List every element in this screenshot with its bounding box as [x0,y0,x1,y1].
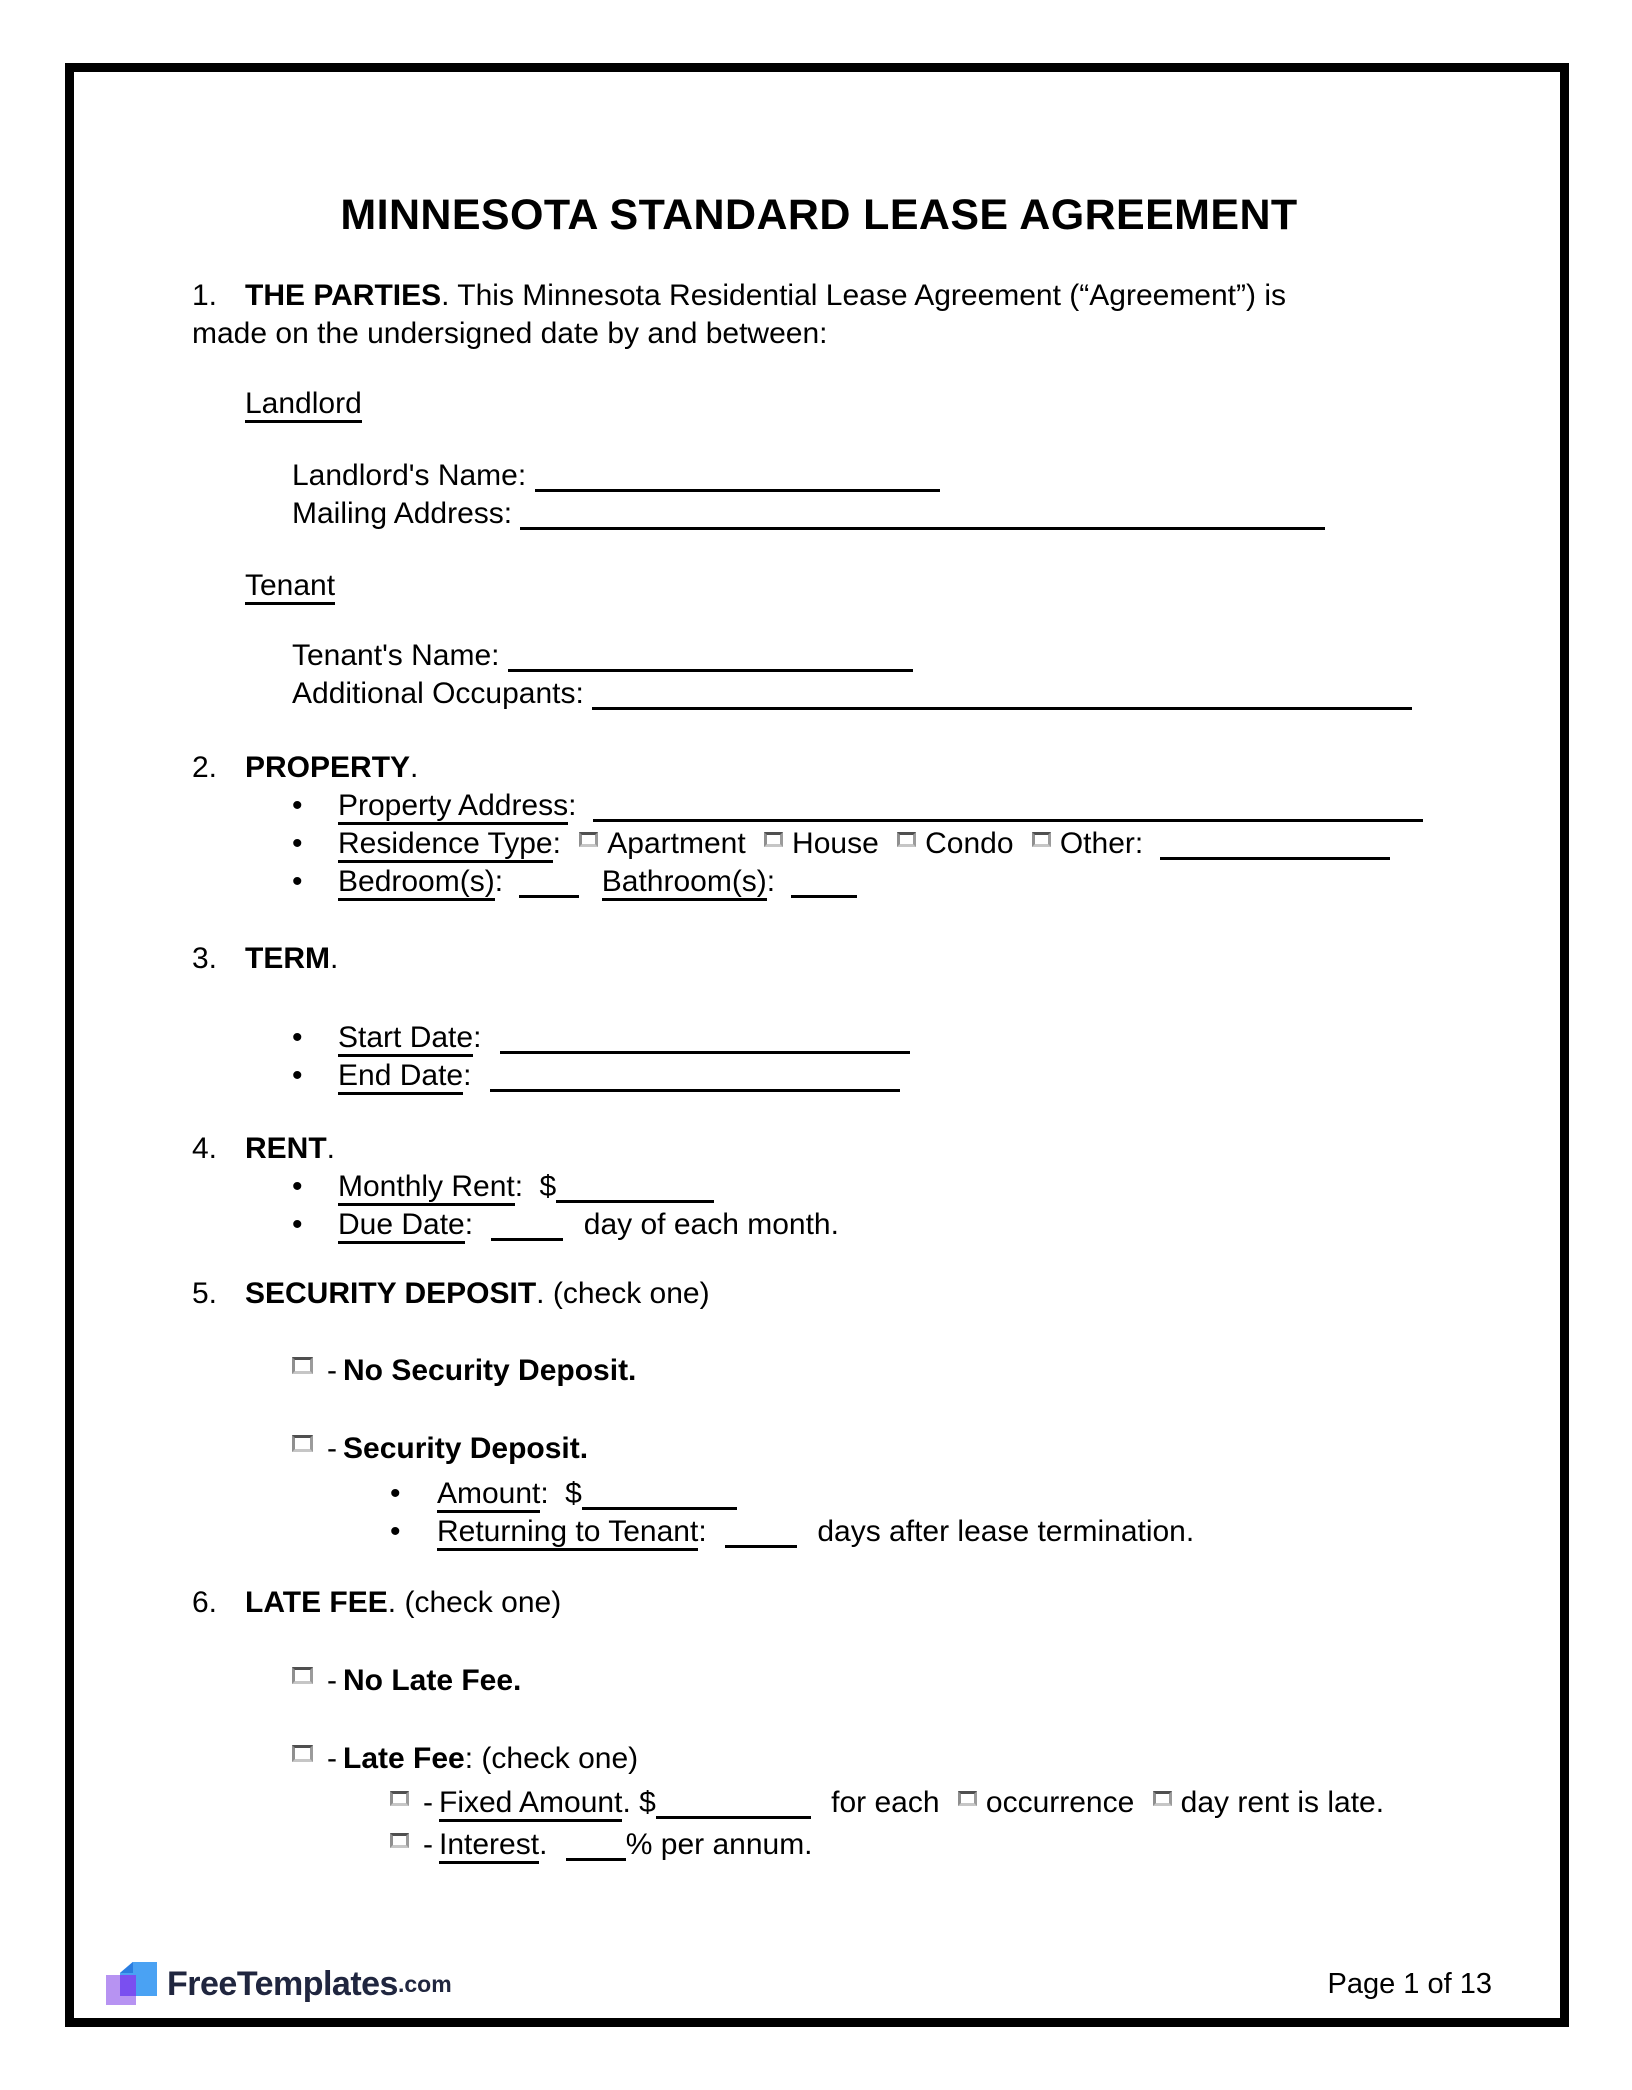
start-date-row [192,1019,1446,1057]
tenant-name-label: Tenant's Name: [292,639,500,672]
brand-logo [106,1962,452,2006]
parties-intro-line2: made on the undersigned date by and between: [192,317,828,350]
property-address-blank[interactable] [593,807,1423,822]
document-title: MINNESOTA STANDARD LEASE AGREEMENT [340,191,1298,239]
interest-blank[interactable] [566,1846,626,1861]
start-date-blank[interactable] [500,1039,910,1054]
parties-intro-text: . This Minnesota Residential Lease Agreement (“Agreement”) is [441,279,1286,312]
occupants-label: Additional Occupants: [292,677,584,710]
end-date-label: End Date [338,1059,463,1095]
term-bullets [192,1019,1446,1095]
dollar-sign: $ [539,1170,557,1203]
tenant-subheading [192,567,1446,605]
property-address-row [192,787,1446,825]
interest-checkbox[interactable] [390,1833,409,1848]
page-footer [106,1962,1492,2006]
property-heading-suffix: . [410,751,419,784]
fixed-amount-row [192,1782,1446,1824]
occupants-row [192,675,1446,713]
bedrooms-label: Bedroom(s) [338,865,495,901]
house-checkbox[interactable] [764,832,783,847]
no-deposit-option-label: No Security Deposit. [343,1354,637,1387]
returning-row [192,1513,1446,1551]
deposit-option-label: Security Deposit. [343,1432,589,1465]
landlord-name-blank[interactable] [535,477,940,492]
latefee-sub-options [192,1782,1446,1866]
dash: - [327,1354,337,1387]
lease-document [74,72,1560,1866]
no-deposit-checkbox[interactable] [292,1357,313,1374]
no-latefee-checkbox[interactable] [292,1667,313,1684]
bathrooms-blank[interactable] [791,883,857,898]
monthly-rent-blank[interactable] [556,1188,714,1203]
mailing-address-row [192,495,1446,533]
tenant-name-row [192,637,1446,675]
interest-label: Interest [439,1828,539,1864]
deposit-amount-label: Amount [437,1477,540,1513]
returning-suffix: days after lease termination. [817,1515,1195,1548]
deposit-sub-bullets [192,1475,1446,1551]
residence-type-label: Residence Type [338,827,553,863]
colon: : [568,789,577,822]
brand-tld: .com [397,1970,452,1997]
end-date-row [192,1057,1446,1095]
occurrence-checkbox[interactable] [958,1791,977,1806]
brand-name: FreeTemplates [167,1964,398,2003]
deposit-amount-row [192,1475,1446,1513]
deposit-section-heading [192,1275,1446,1313]
dash: - [327,1432,337,1465]
logo-overlap-shade [120,1975,136,1996]
bedrooms-bathrooms-row [192,863,1446,901]
landlord-name-label: Landlord's Name: [292,459,527,492]
mailing-address-label: Mailing Address: [292,497,513,530]
monthly-rent-label: Monthly Rent [338,1170,515,1206]
landlord-subheading-label: Landlord [245,387,362,423]
for-each-text: for each [831,1786,940,1819]
house-option-label: House [792,827,879,860]
colon: : [552,827,561,860]
deposit-checkbox[interactable] [292,1435,313,1452]
dash: - [423,1828,433,1861]
due-date-blank[interactable] [491,1226,563,1241]
dash: - [327,1664,337,1697]
no-deposit-option-row [192,1352,1446,1390]
section-number-term: 3. [192,942,218,975]
tenant-fields [192,637,1446,713]
dollar-sign: $ [565,1477,582,1510]
section-number-deposit: 5. [192,1277,218,1310]
colon: : [494,865,504,898]
other-checkbox[interactable] [1032,832,1051,847]
end-date-blank[interactable] [490,1077,900,1092]
condo-option-label: Condo [925,827,1014,860]
residence-type-row [192,825,1446,863]
section-number-property: 2. [192,751,218,784]
fixed-amount-label: Fixed Amount [439,1786,622,1822]
colon: : [464,1208,474,1241]
parties-paragraph [192,277,1446,353]
rent-heading: RENT [245,1132,327,1165]
monthly-rent-row [192,1168,1446,1206]
term-section-heading [192,940,1446,978]
term-heading: TERM [245,942,330,975]
returning-label: Returning to Tenant [437,1515,698,1551]
interest-suffix: % per annum. [625,1828,813,1861]
tenant-subheading-label: Tenant [245,569,335,605]
colon: : [766,865,776,898]
landlord-name-row [192,457,1446,495]
day-late-label: day rent is late. [1180,1786,1385,1819]
property-bullets [192,787,1446,901]
colon: : [473,1021,482,1054]
section-number-rent: 4. [192,1132,218,1165]
fixed-amount-checkbox[interactable] [390,1791,409,1806]
fixed-amount-dot-dollar: . $ [622,1786,656,1819]
landlord-subheading [192,385,1446,423]
term-heading-suffix: . [330,942,339,975]
fixed-amount-blank[interactable] [656,1804,811,1819]
property-address-label: Property Address [338,789,568,825]
rent-heading-suffix: . [326,1132,336,1165]
apartment-checkbox[interactable] [579,832,598,847]
day-late-checkbox[interactable] [1153,1791,1172,1806]
due-date-label: Due Date [338,1208,465,1244]
deposit-amount-blank[interactable] [582,1495,737,1510]
latefee-option-suffix: : (check one) [464,1742,639,1775]
other-blank[interactable] [1160,845,1390,860]
deposit-heading: SECURITY DEPOSIT [245,1277,537,1310]
interest-row [192,1824,1446,1866]
due-date-row [192,1206,1446,1244]
start-date-label: Start Date [338,1021,473,1057]
latefee-section-heading [192,1584,1446,1622]
apartment-option-label: Apartment [607,827,746,860]
no-latefee-option-label: No Late Fee. [343,1664,522,1697]
no-latefee-option-row [192,1662,1446,1700]
colon: : [514,1170,524,1203]
latefee-heading-suffix: . (check one) [387,1586,562,1619]
parties-heading: THE PARTIES [245,279,442,312]
bedrooms-blank[interactable] [519,883,579,898]
mailing-address-blank[interactable] [520,515,1325,530]
landlord-fields [192,457,1446,533]
latefee-checkbox[interactable] [292,1745,313,1762]
property-section-heading [192,749,1446,787]
due-date-suffix: day of each month. [583,1208,839,1241]
deposit-option-row [192,1430,1446,1468]
dash: - [327,1742,337,1775]
colon: : [463,1059,472,1092]
deposit-heading-suffix: . (check one) [536,1277,710,1310]
freetemplates-logo-icon [106,1962,158,2006]
interest-dot: . [539,1828,548,1861]
property-heading: PROPERTY [245,751,411,784]
colon: : [698,1515,707,1548]
latefee-option-label: Late Fee [343,1742,465,1775]
tenant-name-blank[interactable] [508,657,913,672]
page-number: Page 1 of 13 [1327,1967,1492,2000]
latefee-heading: LATE FEE [245,1586,388,1619]
rent-bullets [192,1168,1446,1244]
condo-checkbox[interactable] [897,832,916,847]
other-option-label: Other: [1059,827,1144,860]
rent-section-heading [192,1130,1446,1168]
page-border [65,63,1569,2027]
occupants-blank[interactable] [592,695,1412,710]
dash: - [423,1786,433,1819]
colon: : [540,1477,549,1510]
section-number-latefee: 6. [192,1586,218,1619]
occurrence-label: occurrence [985,1786,1135,1819]
bathrooms-label: Bathroom(s) [602,865,767,901]
returning-days-blank[interactable] [725,1533,797,1548]
section-number-parties: 1. [192,279,218,312]
latefee-option-row [192,1740,1446,1778]
